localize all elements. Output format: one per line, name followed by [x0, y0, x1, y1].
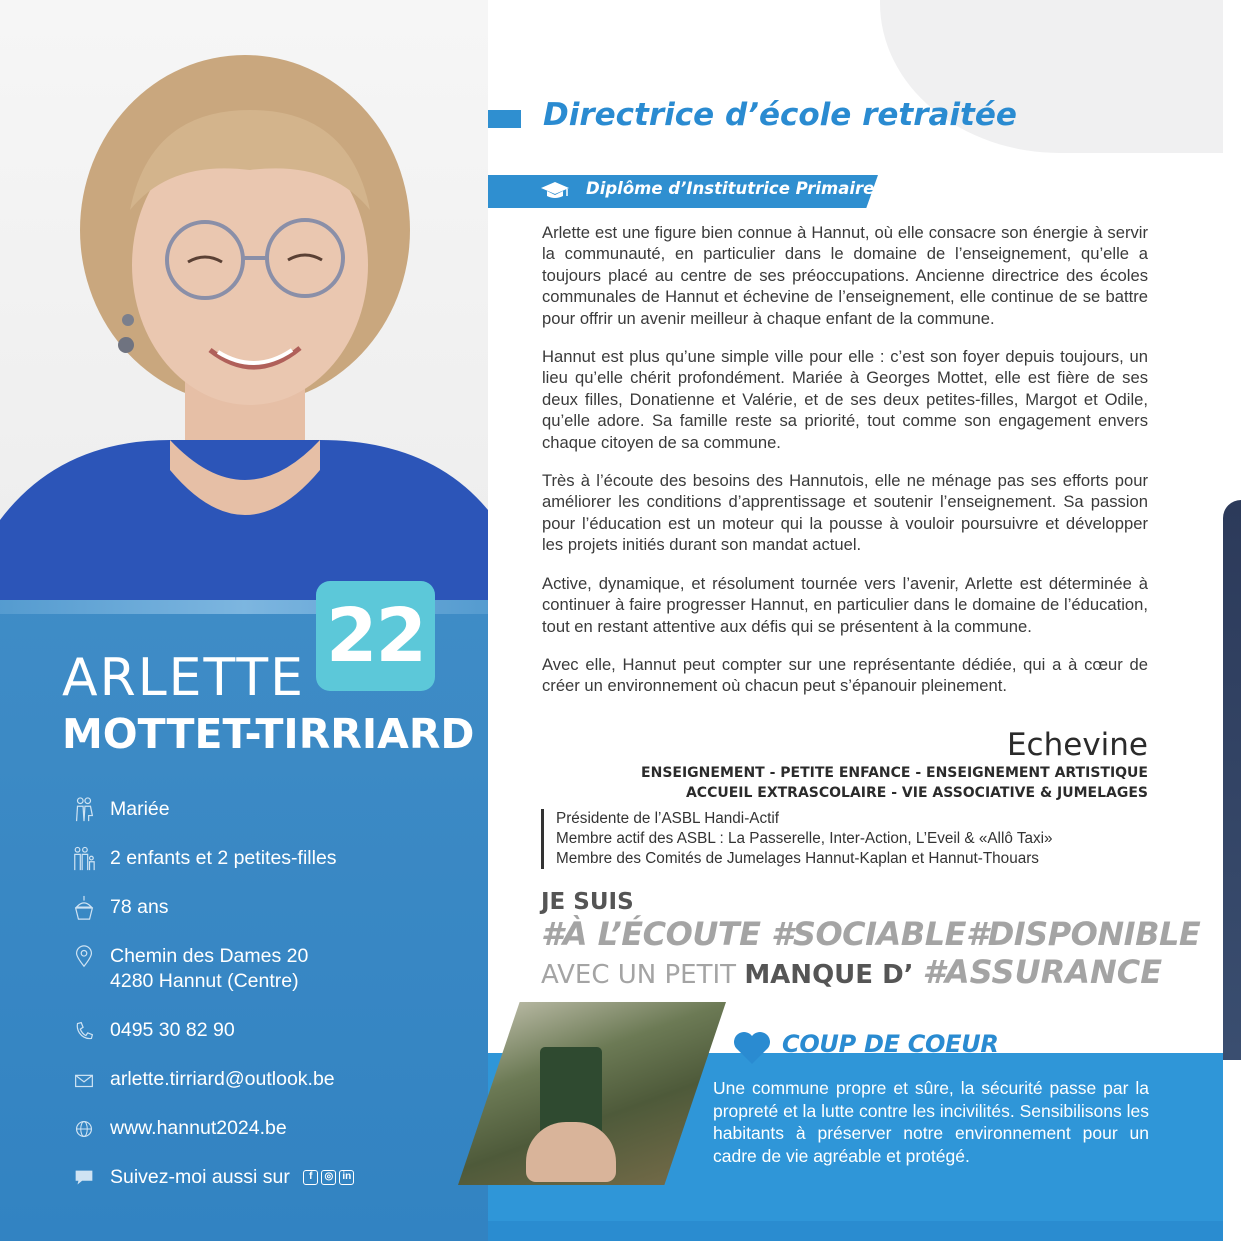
coup-de-coeur-title: COUP DE COEUR [782, 1030, 999, 1058]
weakness-mid: MANQUE D’ [744, 960, 923, 990]
candidate-photo [0, 0, 488, 600]
facebook-icon[interactable]: f [303, 1170, 318, 1185]
membership-item: Membre des Comités de Jumelages Hannut-Kaplan et Hannut-Thouars [556, 850, 1039, 867]
phone-icon [72, 1018, 96, 1044]
globe-icon [72, 1116, 96, 1142]
membership-item: Membre actif des ASBL : La Passerelle, Inter-Action, L’Eveil & «Allô Taxi» [556, 830, 1053, 847]
family-status: 2 enfants et 2 petites-filles [110, 847, 337, 869]
bio-paragraph: Hannut est plus qu’une simple ville pour elle : c’est son foyer depuis toujours, un lieu qu’elle chérit profondément. Mariée à Georges Mottet, elle est fière de ses deux filles, Donatienne et Valérie, et de ses deux petites-filles, Margot et Odile, qu’elle adore. Sa famille reste sa priorité, tout comme son engagement envers chaque citoyen de sa commune. [542, 347, 1148, 452]
email-link[interactable]: arlette.tirriard@outlook.be [110, 1068, 335, 1090]
phone-number[interactable]: 0495 30 82 90 [110, 1019, 235, 1041]
candidate-last-name: MOTTET-TIRRIARD [62, 710, 475, 758]
role-line-1: ENSEIGNEMENT - PETITE ENFANCE - ENSEIGNEMENT ARTISTIQUE [641, 765, 1148, 781]
mail-icon [72, 1067, 96, 1093]
candidate-first-name: ARLETTE [62, 648, 305, 708]
linkedin-icon[interactable]: in [339, 1170, 354, 1185]
coup-de-coeur-text: Une commune propre et sûre, la sécurité passe par la propreté et la lutte contre les incivilités. Sensibilisons les habitants à préserver notre environnement pour un cadre de vie agréable et protégé. [713, 1078, 1149, 1166]
address-line1: Chemin des Dames 20 [110, 945, 309, 967]
marital-status: Mariée [110, 798, 170, 820]
traits-intro: JE SUIS [541, 889, 634, 915]
traits-weakness [541, 953, 1162, 991]
website-link[interactable]: www.hannut2024.be [110, 1117, 287, 1139]
role-portfolio [641, 763, 1148, 803]
memberships-list [541, 809, 1053, 869]
bio-paragraph: Arlette est une figure bien connue à Hannut, où elle consacre son énergie à servir la communauté, en particulier dans le domaine de l’enseignement, qu’elle a toujours placé au centre de ses préoccupations. Ancienne directrice des écoles communales de Hannut et échevine de l’enseignement, elle continue de se battre pour offrir un avenir meilleur à chaque enfant de la commune. [542, 223, 1148, 328]
graduation-cap-icon [540, 181, 570, 201]
weakness-start: AVEC UN PETIT [541, 960, 745, 990]
instagram-icon[interactable]: ◎ [321, 1170, 336, 1185]
biography [542, 222, 1148, 714]
heading-accent-bar [488, 110, 521, 128]
address-line2: 4280 Hannut (Centre) [110, 970, 299, 992]
next-page-edge [1223, 500, 1241, 1060]
portrait-illustration [0, 0, 488, 600]
couple-icon [72, 797, 96, 823]
candidate-number-badge: 22 [316, 581, 435, 691]
role-title: Echevine [1006, 727, 1148, 763]
role-line-2: ACCUEIL EXTRASCOLAIRE - VIE ASSOCIATIVE & JUMELAGES [685, 785, 1148, 801]
social-label [110, 1165, 354, 1190]
location-pin-icon [72, 944, 96, 970]
bio-paragraph: Avec elle, Hannut peut compter sur une représentante dédiée, qui a à cœur de créer un environnement où chacun peut s’épanouir pleinement. [542, 654, 1148, 696]
panel-bottom-band [488, 1221, 1223, 1241]
hand-image [526, 1122, 616, 1182]
diploma-label: Diplôme d’Institutrice Primaire [586, 179, 875, 198]
weakness-tag: #ASSURANCE [922, 953, 1163, 991]
chat-bubble-icon [72, 1165, 96, 1191]
membership-item: Présidente de l’ASBL Handi-Actif [556, 810, 780, 827]
social-icon-group [303, 1170, 354, 1185]
profession-heading: Directrice d’école retraitée [543, 97, 1017, 133]
bio-paragraph: Très à l’écoute des besoins des Hannutois, elle ne ménage pas ses efforts pour améliorer les conditions d’apprentissage et soutenir l’enseignement. Sa passion pour l’éducation est un moteur qui la pousse à vouloir poursuivre et développer les projets initiés durant son mandat actuel. [542, 471, 1148, 555]
cupcake-icon [72, 895, 96, 921]
social-text: Suivez-moi aussi sur [110, 1166, 290, 1188]
traits-hashtags: #À L’ÉCOUTE #SOCIABLE#DISPONIBLE [541, 915, 1201, 953]
bio-paragraph: Active, dynamique, et résolument tournée vers l’avenir, Arlette est déterminée à continuer à faire progresser Hannut, en particulier dans le domaine de l’éducation, tout en restant attentive aux défis qui se présentent à la commune. [542, 573, 1148, 636]
age-value: 78 ans [110, 896, 169, 918]
family-icon [72, 846, 96, 872]
heart-icon [732, 1030, 772, 1066]
